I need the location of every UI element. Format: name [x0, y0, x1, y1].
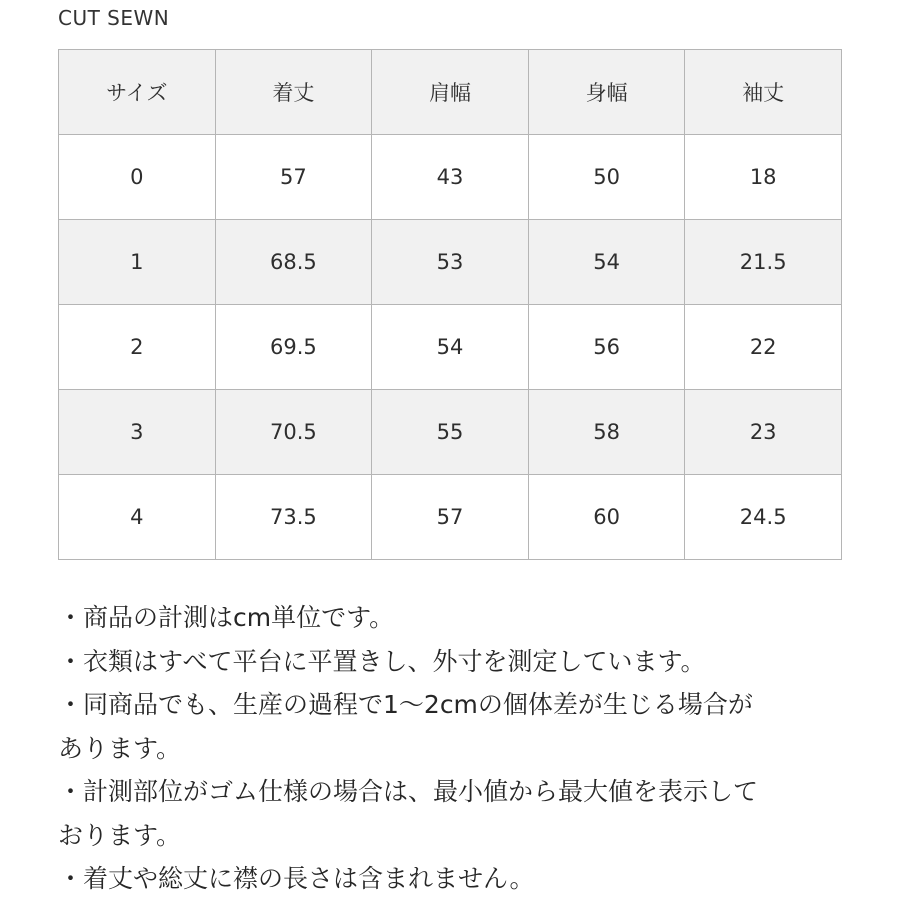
- table-header-row: [59, 50, 842, 135]
- table-row: [59, 135, 842, 220]
- note-line: ・着丈や総丈に襟の長さは含まれません。: [58, 864, 535, 893]
- cell-shoulder-width: 57: [372, 475, 529, 560]
- cell-length: 70.5: [215, 390, 372, 475]
- header-sleeve-length: 袖丈: [685, 50, 842, 135]
- cell-shoulder-width: 54: [372, 305, 529, 390]
- cell-body-width: 54: [528, 220, 685, 305]
- measurement-notes: [58, 596, 858, 901]
- note-line: ・同商品でも、生産の過程で1〜2cmの個体差が生じる場合が: [58, 690, 753, 719]
- cell-length: 68.5: [215, 220, 372, 305]
- cell-size: 0: [59, 135, 216, 220]
- header-size: サイズ: [59, 50, 216, 135]
- cell-body-width: 50: [528, 135, 685, 220]
- cell-length: 69.5: [215, 305, 372, 390]
- cell-length: 73.5: [215, 475, 372, 560]
- note-line: おります。: [58, 820, 182, 850]
- header-shoulder-width: 肩幅: [372, 50, 529, 135]
- note-line: ・計測部位がゴム仕様の場合は、最小値から最大値を表示して: [58, 777, 759, 806]
- cell-size: 1: [59, 220, 216, 305]
- cell-sleeve-length: 23: [685, 390, 842, 475]
- table-row: [59, 475, 842, 560]
- table-row: [59, 305, 842, 390]
- cell-sleeve-length: 18: [685, 135, 842, 220]
- cell-body-width: 60: [528, 475, 685, 560]
- cell-sleeve-length: 24.5: [685, 475, 842, 560]
- cell-size: 4: [59, 475, 216, 560]
- cell-body-width: 56: [528, 305, 685, 390]
- cell-shoulder-width: 53: [372, 220, 529, 305]
- section-title: CUT SEWN: [58, 6, 170, 30]
- cell-length: 57: [215, 135, 372, 220]
- table-row: [59, 220, 842, 305]
- cell-size: 2: [59, 305, 216, 390]
- cell-sleeve-length: 21.5: [685, 220, 842, 305]
- cell-body-width: 58: [528, 390, 685, 475]
- header-length: 着丈: [215, 50, 372, 135]
- cell-shoulder-width: 43: [372, 135, 529, 220]
- note-line: ・商品の計測はcm単位です。: [58, 603, 395, 632]
- cell-sleeve-length: 22: [685, 305, 842, 390]
- header-body-width: 身幅: [528, 50, 685, 135]
- table-row: [59, 390, 842, 475]
- cell-size: 3: [59, 390, 216, 475]
- size-chart-table: [58, 49, 842, 560]
- note-line: ・衣類はすべて平台に平置きし、外寸を測定しています。: [58, 646, 706, 676]
- note-line: あります。: [58, 733, 182, 763]
- cell-shoulder-width: 55: [372, 390, 529, 475]
